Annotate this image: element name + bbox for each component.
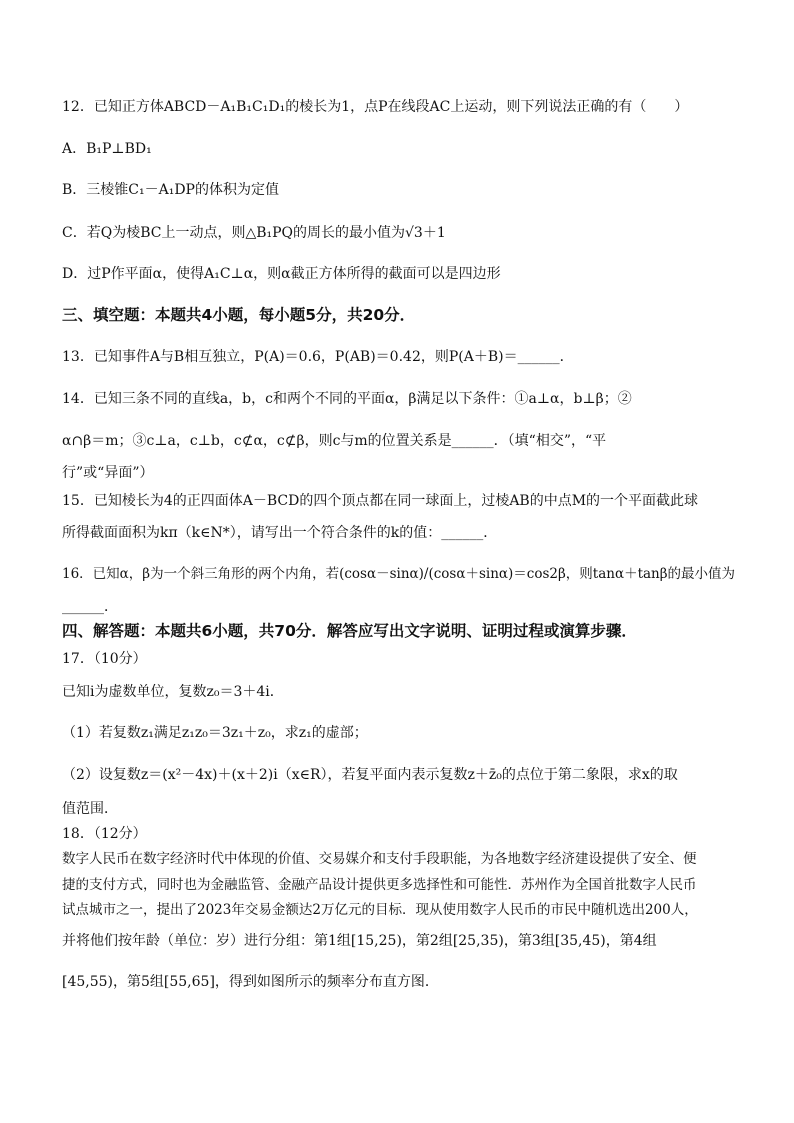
- q18-para-line-2: 捷的支付方式，同时也为金融监管、金融产品设计提供更多选择性和可能性．苏州作为全国首批数字人民币: [62, 877, 697, 893]
- section-4-heading: 四、解答题：本题共6小题，共70分．解答应写出文字说明、证明过程或演算步骤．: [62, 622, 637, 640]
- q14-line-1: 14．已知三条不同的直线a，b，c和两个不同的平面α，β满足以下条件：①a⊥α，b⊥β；②: [62, 391, 632, 407]
- q12-option-a: A．B₁P⊥BD₁: [62, 141, 152, 157]
- q14-line-2: α∩β＝m；③c⊥a，c⊥b，c⊄α，c⊄β，则c与m的位置关系是______．（填“相交”，“平: [62, 433, 607, 449]
- q18-para-line-3: 试点城市之一，提出了2023年交易金额达2万亿元的目标．现从使用数字人民币的市民中随机选出200人，: [62, 902, 698, 918]
- q12-stem: 12．已知正方体ABCD－A₁B₁C₁D₁的棱长为1，点P在线段AC上运动，则下列说法正确的有（ ）: [62, 99, 689, 115]
- q18-para-line-5: [45,55)，第5组[55,65]，得到如图所示的频率分布直方图．: [62, 974, 439, 990]
- q14-line-3: 行”或“异面”）: [62, 465, 154, 481]
- q17-part-1: （1）若复数z₁满足z₁z₀＝3z₁＋z₀，求z₁的虚部；: [62, 725, 368, 741]
- q13: 13．已知事件A与B相互独立，P(A)＝0.6，P(AB)＝0.42，则P(A＋B)＝______．: [62, 349, 574, 365]
- q12-option-c: C．若Q为棱BC上一动点，则△B₁PQ的周长的最小值为√3＋1: [62, 225, 446, 241]
- q12-option-d: D．过P作平面α，使得A₁C⊥α，则α截正方体所得的截面可以是四边形: [62, 266, 501, 282]
- q18-header: 18．（12分）: [62, 826, 147, 842]
- q16-line-1: 16．已知α，β为一个斜三角形的两个内角，若(cosα－sinα)/(cosα＋sinα)＝cos2β，则tanα＋tanβ的最小值为: [62, 566, 736, 582]
- q18-para-line-4: 并将他们按年龄（单位：岁）进行分组：第1组[15,25)，第2组[25,35)，第3组[35,45)，第4组: [62, 933, 657, 949]
- q17-header: 17．（10分）: [62, 651, 147, 667]
- q18-para-line-1: 数字人民币在数字经济时代中体现的价值、交易媒介和支付手段职能，为各地数字经济建设提供了安全、便: [62, 851, 697, 867]
- q17-stem: 已知i为虚数单位，复数z₀＝3＋4i．: [62, 684, 284, 700]
- q15-line-2: 所得截面面积为kπ（k∈N*），请写出一个符合条件的k的值：______．: [62, 525, 498, 541]
- q12-option-b: B．三棱锥C₁－A₁DP的体积为定值: [62, 182, 279, 198]
- q17-part-2-line-1: （2）设复数z＝(x²－4x)＋(x＋2)i（x∈R），若复平面内表示复数z＋z̄₀的点位于第二象限，求x的取: [62, 767, 678, 783]
- q17-part-2-line-2: 值范围．: [62, 801, 118, 817]
- section-3-heading: 三、填空题：本题共4小题，每小题5分，共20分．: [62, 306, 416, 324]
- q16-line-2: ______．: [62, 599, 118, 615]
- q15-line-1: 15．已知棱长为4的正四面体A－BCD的四个顶点都在同一球面上，过棱AB的中点M的一个平面截此球: [62, 493, 699, 509]
